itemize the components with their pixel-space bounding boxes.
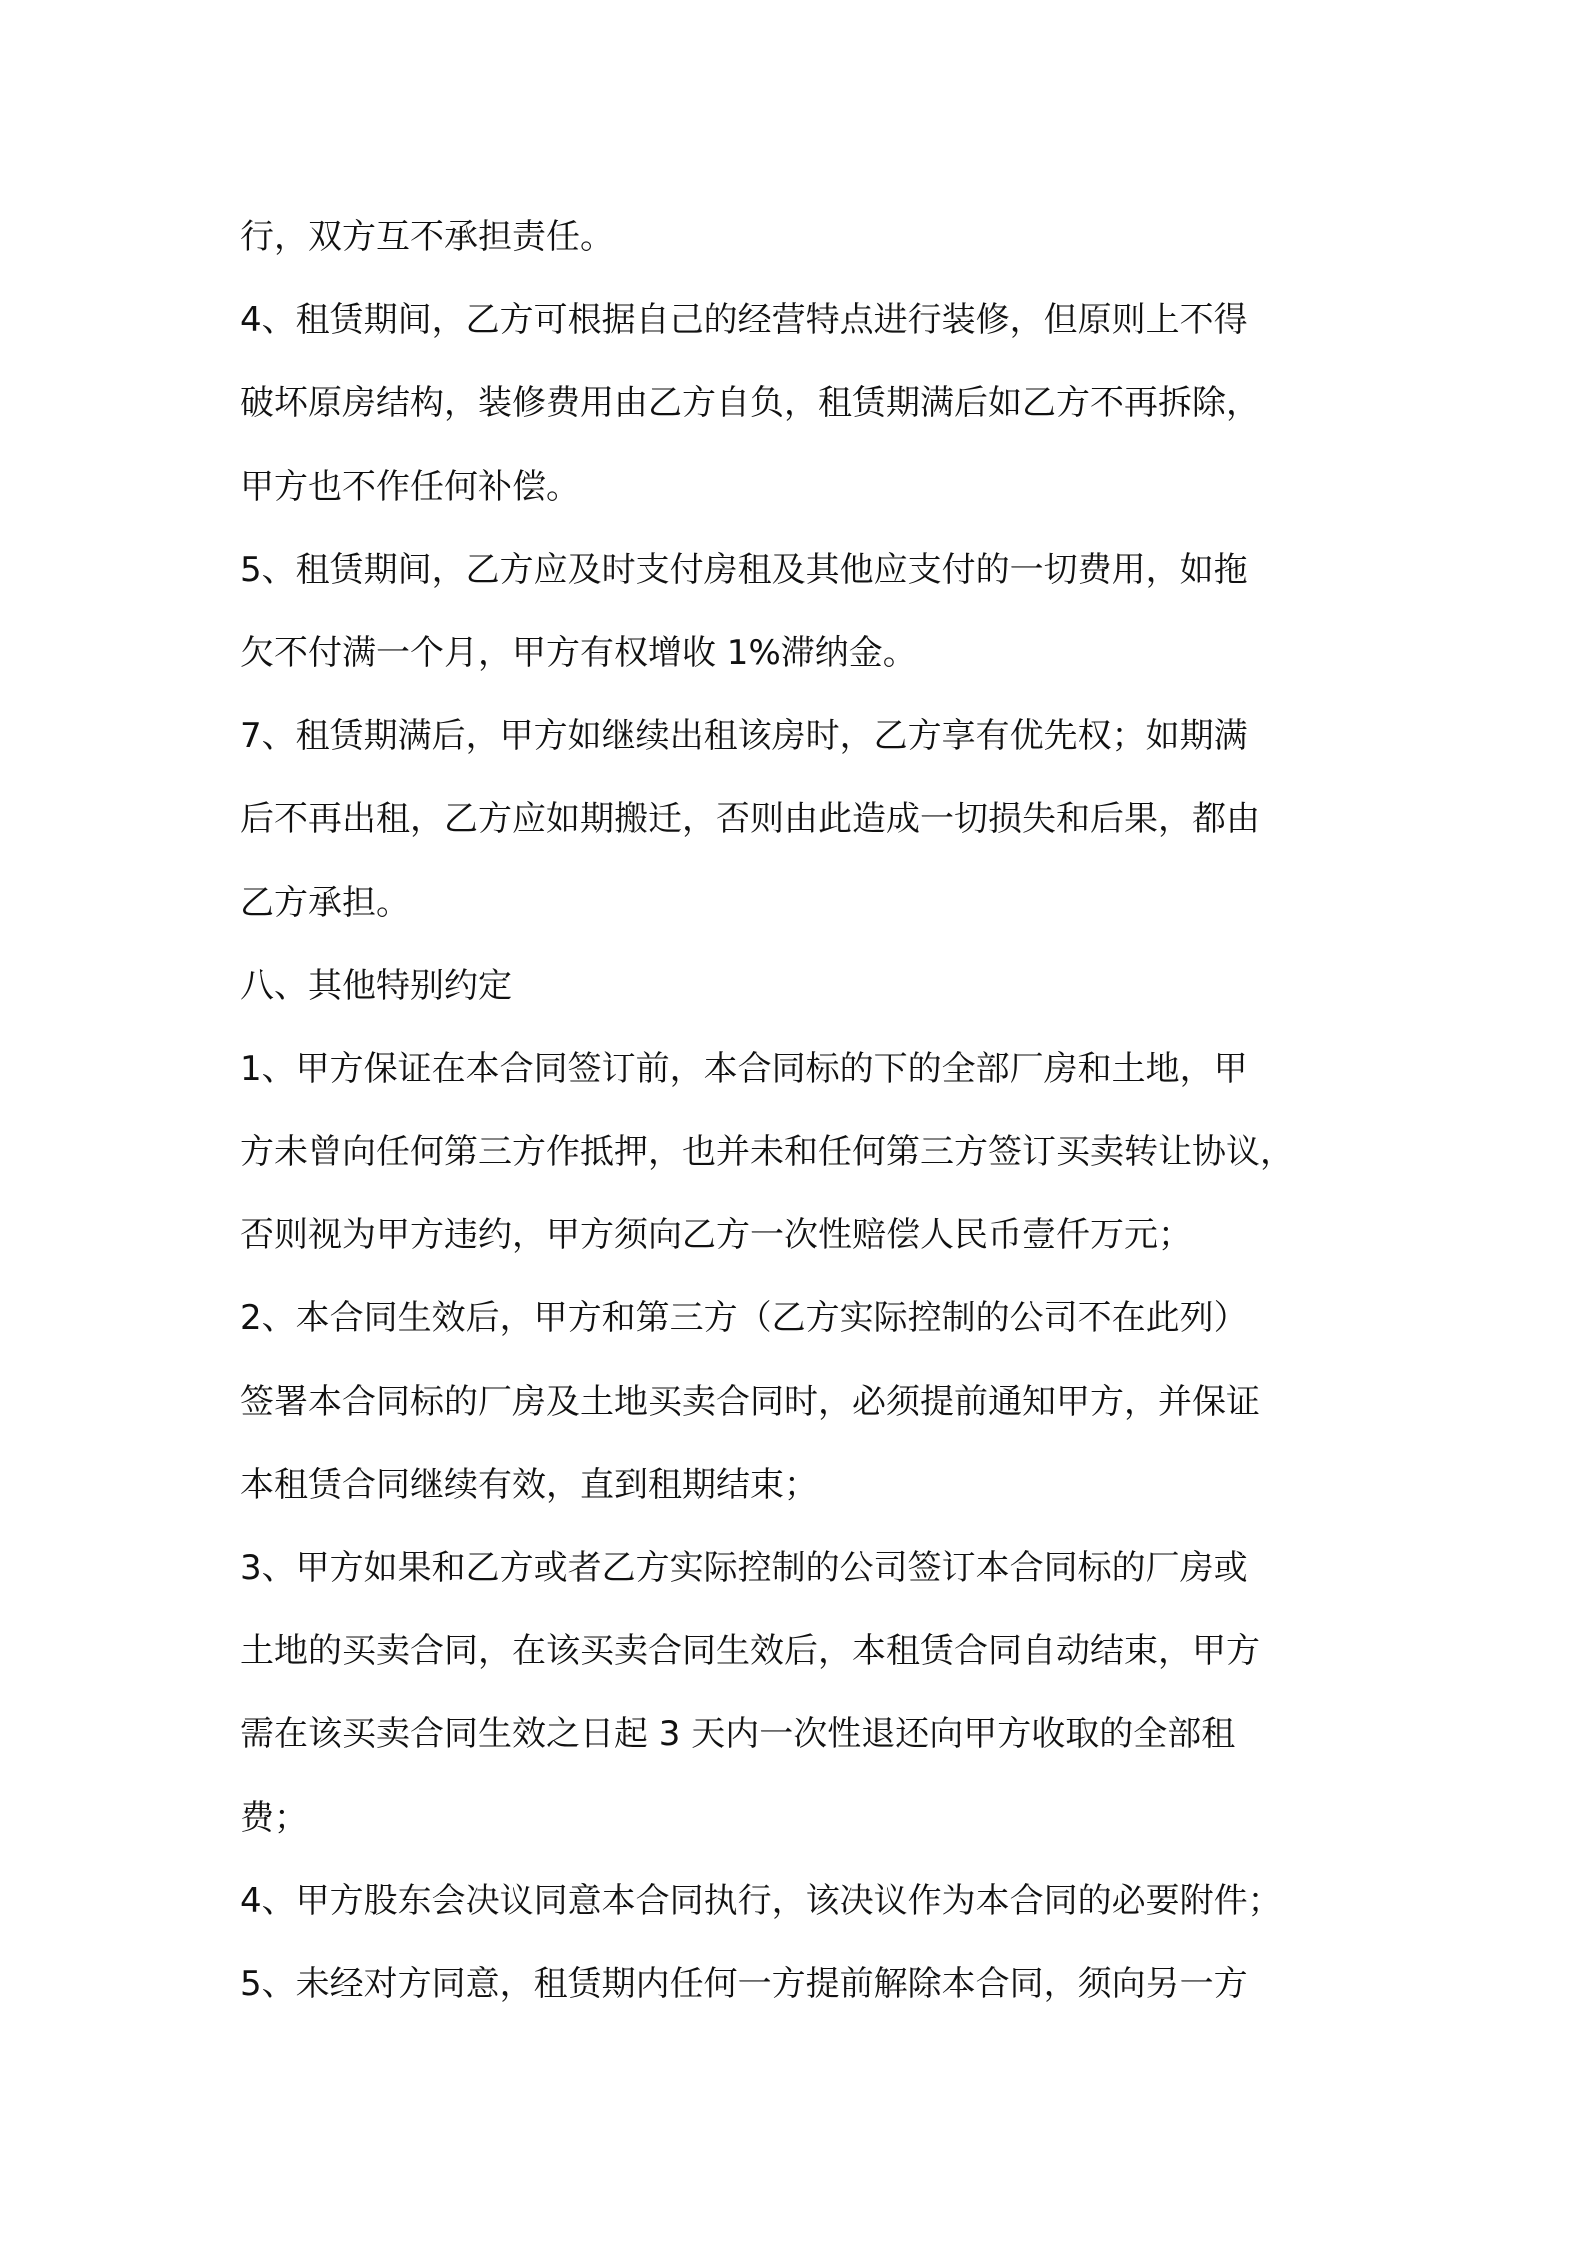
- text-line: 本租赁合同继续有效，直到租期结束；: [240, 1464, 818, 1505]
- text-line: 乙方承担。: [240, 882, 410, 923]
- text-line: 后不再出租，乙方应如期搬迁，否则由此造成一切损失和后果，都由: [240, 799, 1260, 840]
- text-line: 土地的买卖合同，在该买卖合同生效后，本租赁合同自动结束，甲方: [240, 1631, 1260, 1672]
- text-line: 4、甲方股东会决议同意本合同执行，该决议作为本合同的必要附件；: [240, 1880, 1282, 1921]
- text-line: 5、未经对方同意，租赁期内任何一方提前解除本合同，须向另一方: [240, 1963, 1248, 2004]
- text-line: 否则视为甲方违约，甲方须向乙方一次性赔偿人民币壹仟万元；: [240, 1215, 1192, 1256]
- text-line: 方未曾向任何第三方作抵押，也并未和任何第三方签订买卖转让协议，: [240, 1132, 1294, 1173]
- text-line: 1、甲方保证在本合同签订前，本合同标的下的全部厂房和土地，甲: [240, 1048, 1248, 1089]
- text-line: 签署本合同标的厂房及土地买卖合同时，必须提前通知甲方，并保证: [240, 1381, 1260, 1422]
- text-line: 7、租赁期满后，甲方如继续出租该房时，乙方享有优先权；如期满: [240, 716, 1248, 757]
- document-body: [240, 196, 1370, 2026]
- text-line: 欠不付满一个月，甲方有权增收 1%滞纳金。: [240, 632, 917, 673]
- text-line: 5、租赁期间，乙方应及时支付房租及其他应支付的一切费用，如拖: [240, 549, 1248, 590]
- text-line: 2、本合同生效后，甲方和第三方（乙方实际控制的公司不在此列）: [240, 1298, 1248, 1339]
- text-line: 破坏原房结构，装修费用由乙方自负，租赁期满后如乙方不再拆除，: [240, 383, 1260, 424]
- text-line: 4、租赁期间，乙方可根据自己的经营特点进行装修，但原则上不得: [240, 300, 1248, 341]
- text-line: 需在该买卖合同生效之日起 3 天内一次性退还向甲方收取的全部租: [240, 1714, 1236, 1755]
- text-line: 行，双方互不承担责任。: [240, 217, 614, 257]
- text-line: 费；: [240, 1797, 308, 1838]
- section-heading: 八、其他特别约定: [240, 965, 512, 1006]
- text-line: 甲方也不作任何补偿。: [240, 466, 580, 507]
- text-line: 3、甲方如果和乙方或者乙方实际控制的公司签订本合同标的厂房或: [240, 1548, 1248, 1588]
